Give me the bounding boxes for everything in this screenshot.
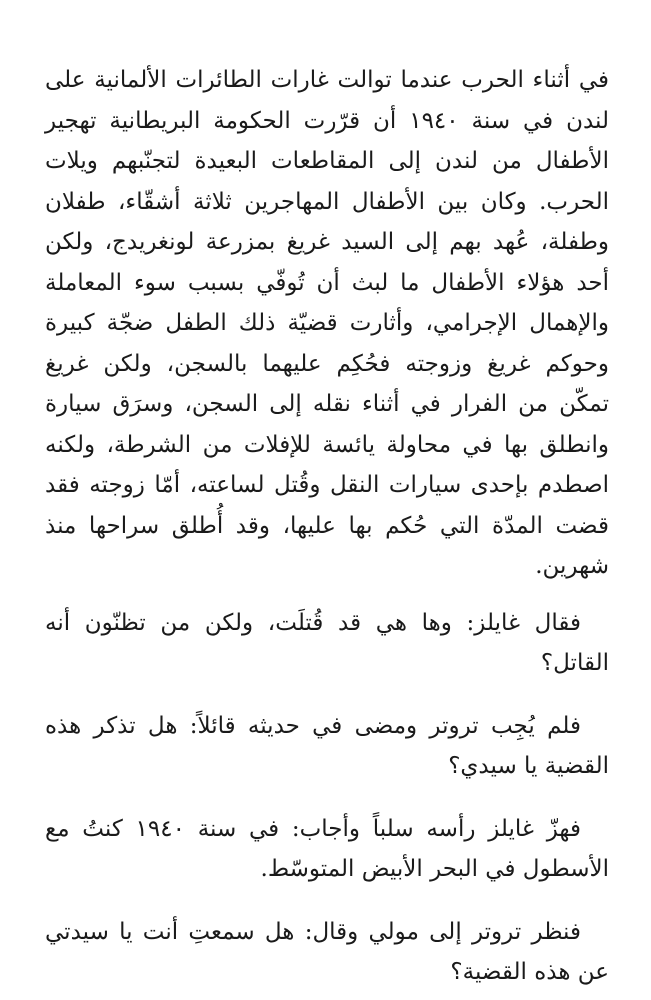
paragraph-4: فهزّ غايلز رأسه سلباً وأجاب: في سنة ١٩٤٠ كنتُ مع الأسطول في البحر الأبيض المتوسّط.: [45, 815, 609, 882]
paragraph-3: فلم يُجِب تروتر ومضى في حديثه قائلاً: هل تذكر هذه القضية يا سيدي؟: [45, 712, 609, 779]
paragraph-2: فقال غايلز: وها هي قد قُتلَت، ولكن من تظنّون أنه القاتل؟: [45, 609, 609, 676]
paragraph-1: في أثناء الحرب عندما توالت غارات الطائرات الألمانية على لندن في سنة ١٩٤٠ أن قرّرت الحكومة البريطانية تهجير الأطفال من لندن إلى المقاطعات البعيدة لتجنّبهم ويلات الحرب. وكان بين الأطفال المهاجرين ثلاثة أشقّاء، طفلان وطفلة، عُهد بهم إلى السيد غريغ بمزرعة لونغريدج، ولكن أحد هؤلاء الأطفال ما لبث أن تُوفّي بسبب سوء المعاملة والإهمال الإجرامي، وأثارت قضيّة ذلك الطفل ضجّة كبيرة وحوكم غريغ وزوجته فحُكِم عليهما بالسجن، ولكن غريغ تمكّن من الفرار في أثناء نقله إلى السجن، وسرَق سيارة وانطلق بها في محاولة يائسة للإفلات من الشرطة، ولكنه اصطدم بإحدى سيارات النقل وقُتل لساعته، أمّا زوجته فقد قضت المدّة التي حُكم بها عليها، وقد أُطلق سراحها منذ شهرين.: [45, 67, 609, 579]
paragraph-5: فنظر تروتر إلى مولي وقال: هل سمعتِ أنت يا سيدتي عن هذه القضية؟: [45, 918, 609, 985]
